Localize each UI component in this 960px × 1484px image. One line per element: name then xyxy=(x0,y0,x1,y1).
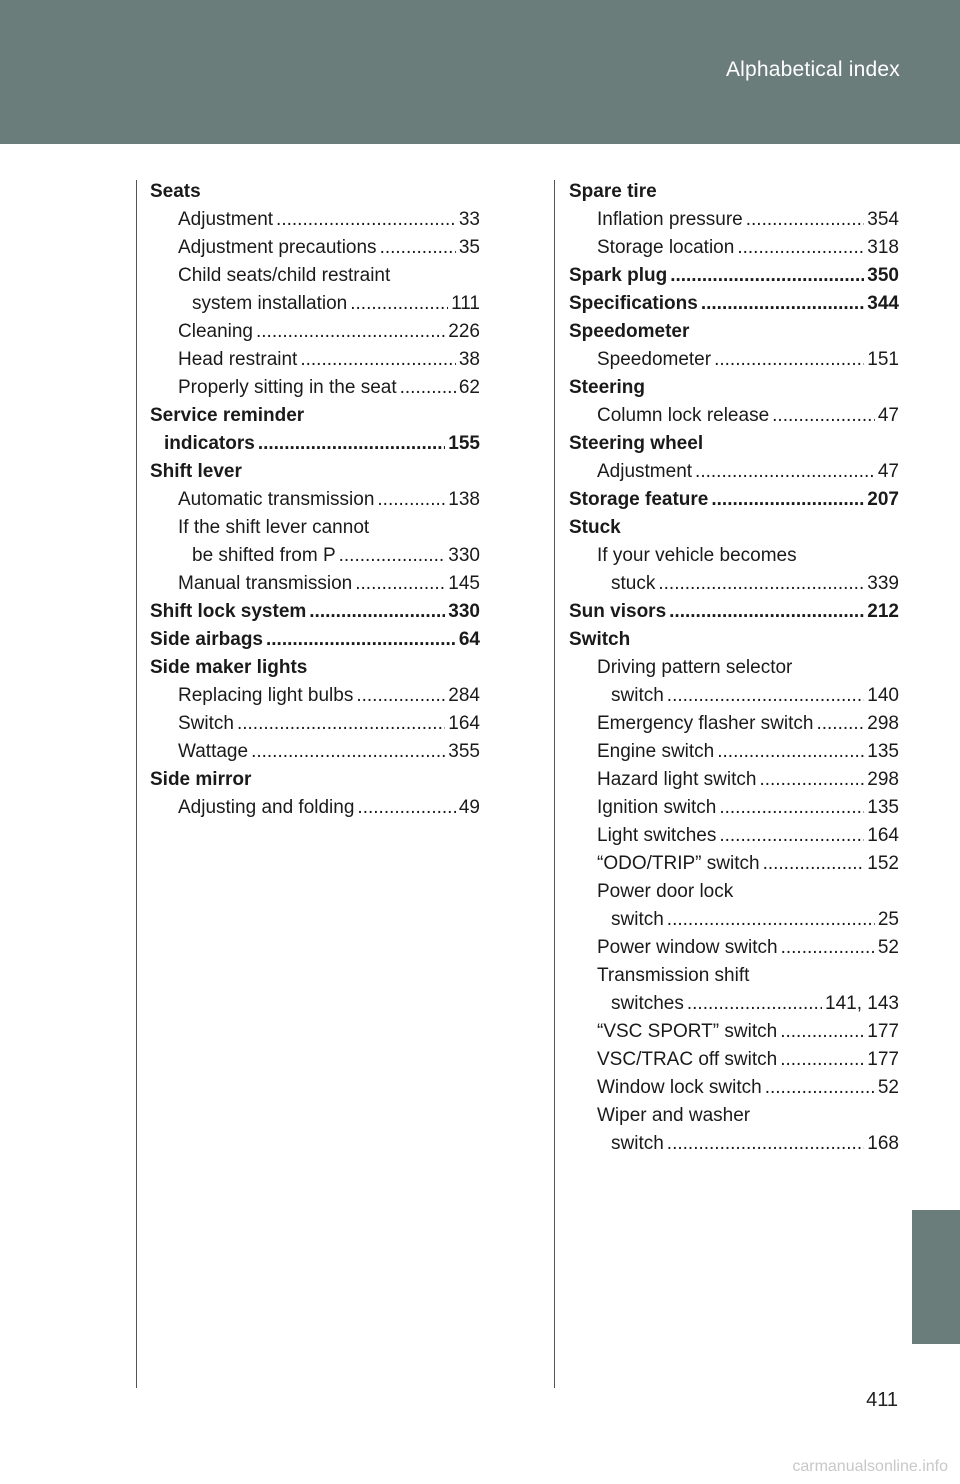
index-subentry xyxy=(569,794,899,822)
header-title: Alphabetical index xyxy=(725,58,900,81)
entry-text: Steering wheel xyxy=(569,433,704,454)
entry-text: Specifications xyxy=(569,293,698,314)
entry-text: Steering xyxy=(569,377,646,398)
leader-dots xyxy=(719,794,864,822)
entry-text: Shift lock system xyxy=(150,601,307,622)
page-reference: 152 xyxy=(867,853,899,874)
index-heading xyxy=(150,458,480,486)
entry-text: Side mirror xyxy=(150,769,252,790)
leader-dots xyxy=(670,262,864,290)
entry-text: Wiper and washer xyxy=(597,1105,751,1126)
leader-dots xyxy=(719,822,864,850)
leader-dots xyxy=(759,766,864,794)
page-reference: 298 xyxy=(867,769,899,790)
entry-text: “ODO/TRIP” switch xyxy=(597,853,760,874)
leader-dots xyxy=(780,1018,864,1046)
page-reference: 298 xyxy=(867,713,899,734)
entry-text: “VSC SPORT” switch xyxy=(597,1021,778,1042)
index-heading xyxy=(150,654,480,682)
index-subentry xyxy=(150,738,480,766)
page-reference: 111 xyxy=(451,293,480,314)
leader-dots xyxy=(687,990,822,1018)
entry-text: Adjustment precautions xyxy=(178,237,377,258)
entry-text: Adjusting and folding xyxy=(178,797,355,818)
entry-text: Switch xyxy=(178,713,234,734)
index-subentry xyxy=(150,206,480,234)
index-heading xyxy=(150,402,480,458)
leader-dots xyxy=(816,710,864,738)
page-reference: 155 xyxy=(448,433,480,454)
page-reference: 177 xyxy=(867,1021,899,1042)
page-reference: 350 xyxy=(867,265,899,286)
entry-text: Engine switch xyxy=(597,741,715,762)
index-subentry xyxy=(150,318,480,346)
index-heading xyxy=(569,374,899,402)
leader-dots xyxy=(714,346,864,374)
page-reference: 47 xyxy=(877,405,899,426)
leader-dots xyxy=(780,1046,864,1074)
leader-dots xyxy=(400,374,456,402)
entry-text: Speedometer xyxy=(569,321,690,342)
page-reference: 141, 143 xyxy=(825,993,899,1014)
page-reference: 38 xyxy=(458,349,480,370)
leader-dots xyxy=(765,1074,875,1102)
column-divider-right xyxy=(554,180,555,1388)
entry-text: system installation xyxy=(192,293,348,314)
leader-dots xyxy=(772,402,875,430)
entry-text: Power door lock xyxy=(597,881,734,902)
index-subentry xyxy=(569,458,899,486)
page-reference: 52 xyxy=(877,1077,899,1098)
watermark: carmanualsonline.info xyxy=(792,1458,948,1475)
leader-dots xyxy=(695,458,875,486)
index-subentry xyxy=(569,234,899,262)
entry-text: Switch xyxy=(569,629,631,650)
index-heading xyxy=(569,486,899,514)
entry-text: Column lock release xyxy=(597,405,770,426)
index-subentry xyxy=(150,346,480,374)
leader-dots xyxy=(251,738,445,766)
page-reference: 49 xyxy=(458,797,480,818)
leader-dots xyxy=(357,794,455,822)
page-reference: 164 xyxy=(867,825,899,846)
leader-dots xyxy=(339,542,446,570)
index-subentry xyxy=(150,262,480,318)
section-tab xyxy=(912,1210,960,1344)
leader-dots xyxy=(763,850,865,878)
leader-dots xyxy=(667,682,865,710)
entry-text: Shift lever xyxy=(150,461,242,482)
leader-dots xyxy=(701,290,864,318)
entry-text: Child seats/child restraint xyxy=(178,265,391,286)
page-reference: 52 xyxy=(877,937,899,958)
page-number: 411 xyxy=(866,1389,898,1411)
index-subentry xyxy=(569,710,899,738)
entry-text: Manual transmission xyxy=(178,573,353,594)
leader-dots xyxy=(309,598,445,626)
index-subentry xyxy=(569,878,899,934)
page-reference: 25 xyxy=(877,909,899,930)
index-heading xyxy=(569,178,899,206)
leader-dots xyxy=(781,934,875,962)
index-heading xyxy=(150,598,480,626)
page-reference: 151 xyxy=(867,349,899,370)
index-subentry xyxy=(569,402,899,430)
leader-dots xyxy=(667,906,875,934)
entry-text: Hazard light switch xyxy=(597,769,757,790)
page-reference: 47 xyxy=(877,461,899,482)
page-reference: 62 xyxy=(458,377,480,398)
entry-text: If the shift lever cannot xyxy=(178,517,370,538)
index-heading xyxy=(569,598,899,626)
index-subentry xyxy=(569,850,899,878)
leader-dots xyxy=(717,738,864,766)
entry-text: Storage location xyxy=(597,237,735,258)
page-reference: 344 xyxy=(867,293,899,314)
entry-text: switch xyxy=(611,685,664,706)
leader-dots xyxy=(355,570,445,598)
index-heading xyxy=(569,318,899,346)
entry-text: switch xyxy=(611,1133,664,1154)
entry-text: Wattage xyxy=(178,741,249,762)
entry-text: Side maker lights xyxy=(150,657,308,678)
leader-dots xyxy=(300,346,456,374)
column-divider-left xyxy=(136,180,137,1388)
entry-text: Head restraint xyxy=(178,349,298,370)
index-subentry xyxy=(569,1102,899,1158)
leader-dots xyxy=(667,1130,865,1158)
entry-text: Speedometer xyxy=(597,349,712,370)
page-reference: 284 xyxy=(448,685,480,706)
index-subentry xyxy=(150,514,480,570)
page-reference: 355 xyxy=(448,741,480,762)
entry-text: Ignition switch xyxy=(597,797,717,818)
entry-text: Driving pattern selector xyxy=(597,657,793,678)
index-heading xyxy=(150,766,480,794)
index-subentry xyxy=(569,542,899,598)
index-subentry xyxy=(569,1018,899,1046)
entry-text: Power window switch xyxy=(597,937,778,958)
leader-dots xyxy=(356,682,445,710)
index-subentry xyxy=(150,486,480,514)
index-subentry xyxy=(569,346,899,374)
leader-dots xyxy=(658,570,864,598)
page-reference: 354 xyxy=(867,209,899,230)
entry-text: Spark plug xyxy=(569,265,668,286)
page-reference: 33 xyxy=(458,209,480,230)
entry-text: Sun visors xyxy=(569,601,667,622)
index-subentry xyxy=(150,374,480,402)
index-subentry xyxy=(150,794,480,822)
index-heading xyxy=(150,178,480,206)
page-reference: 212 xyxy=(867,601,899,622)
entry-text: Transmission shift xyxy=(597,965,750,986)
entry-text: If your vehicle becomes xyxy=(597,545,797,566)
entry-text: switches xyxy=(611,993,684,1014)
index-subentry xyxy=(150,570,480,598)
page-reference: 330 xyxy=(448,601,480,622)
page-reference: 135 xyxy=(867,741,899,762)
page-reference: 140 xyxy=(867,685,899,706)
leader-dots xyxy=(266,626,456,654)
index-heading xyxy=(569,514,899,542)
index-subentry xyxy=(569,962,899,1018)
index-heading xyxy=(569,626,899,654)
entry-text: Storage feature xyxy=(569,489,709,510)
index-subentry xyxy=(569,822,899,850)
page-reference: 330 xyxy=(448,545,480,566)
entry-text: Stuck xyxy=(569,517,621,538)
entry-text: Adjustment xyxy=(178,209,274,230)
leader-dots xyxy=(256,318,445,346)
entry-text: Replacing light bulbs xyxy=(178,685,354,706)
page-reference: 168 xyxy=(867,1133,899,1154)
entry-text: indicators xyxy=(164,433,255,454)
leader-dots xyxy=(350,290,448,318)
index-heading xyxy=(150,626,480,654)
index-subentry xyxy=(569,766,899,794)
index-column-left xyxy=(150,178,480,822)
page-header-band xyxy=(0,0,960,144)
entry-text: be shifted from P xyxy=(192,545,336,566)
page-reference: 145 xyxy=(448,573,480,594)
entry-text: Emergency flasher switch xyxy=(597,713,814,734)
entry-text: Adjustment xyxy=(597,461,693,482)
entry-text: Service reminder xyxy=(150,405,305,426)
leader-dots xyxy=(377,486,445,514)
page-reference: 135 xyxy=(867,797,899,818)
index-subentry xyxy=(569,206,899,234)
index-subentry xyxy=(569,1046,899,1074)
entry-text: stuck xyxy=(611,573,656,594)
page-reference: 138 xyxy=(448,489,480,510)
entry-text: Light switches xyxy=(597,825,717,846)
index-subentry xyxy=(150,682,480,710)
entry-text: Seats xyxy=(150,181,201,202)
page-reference: 318 xyxy=(867,237,899,258)
page-reference: 177 xyxy=(867,1049,899,1070)
index-heading xyxy=(569,430,899,458)
leader-dots xyxy=(746,206,865,234)
index-subentry xyxy=(569,654,899,710)
leader-dots xyxy=(711,486,864,514)
entry-text: switch xyxy=(611,909,664,930)
entry-text: Automatic transmission xyxy=(178,489,375,510)
entry-text: Cleaning xyxy=(178,321,253,342)
leader-dots xyxy=(276,206,456,234)
entry-text: Side airbags xyxy=(150,629,263,650)
index-subentry xyxy=(569,934,899,962)
entry-text: VSC/TRAC off switch xyxy=(597,1049,778,1070)
leader-dots xyxy=(258,430,445,458)
entry-text: Spare tire xyxy=(569,181,657,202)
index-subentry xyxy=(150,234,480,262)
index-heading xyxy=(569,262,899,290)
index-subentry xyxy=(150,710,480,738)
leader-dots xyxy=(737,234,864,262)
page-reference: 35 xyxy=(458,237,480,258)
entry-text: Properly sitting in the seat xyxy=(178,377,397,398)
leader-dots xyxy=(669,598,864,626)
leader-dots xyxy=(380,234,456,262)
index-heading xyxy=(569,290,899,318)
index-subentry xyxy=(569,1074,899,1102)
page-reference: 164 xyxy=(448,713,480,734)
entry-text: Inflation pressure xyxy=(597,209,743,230)
page-reference: 226 xyxy=(448,321,480,342)
leader-dots xyxy=(237,710,445,738)
page-reference: 64 xyxy=(458,629,480,650)
entry-text: Window lock switch xyxy=(597,1077,762,1098)
page-reference: 339 xyxy=(867,573,899,594)
page-reference: 207 xyxy=(867,489,899,510)
index-column-right xyxy=(569,178,899,1158)
index-subentry xyxy=(569,738,899,766)
